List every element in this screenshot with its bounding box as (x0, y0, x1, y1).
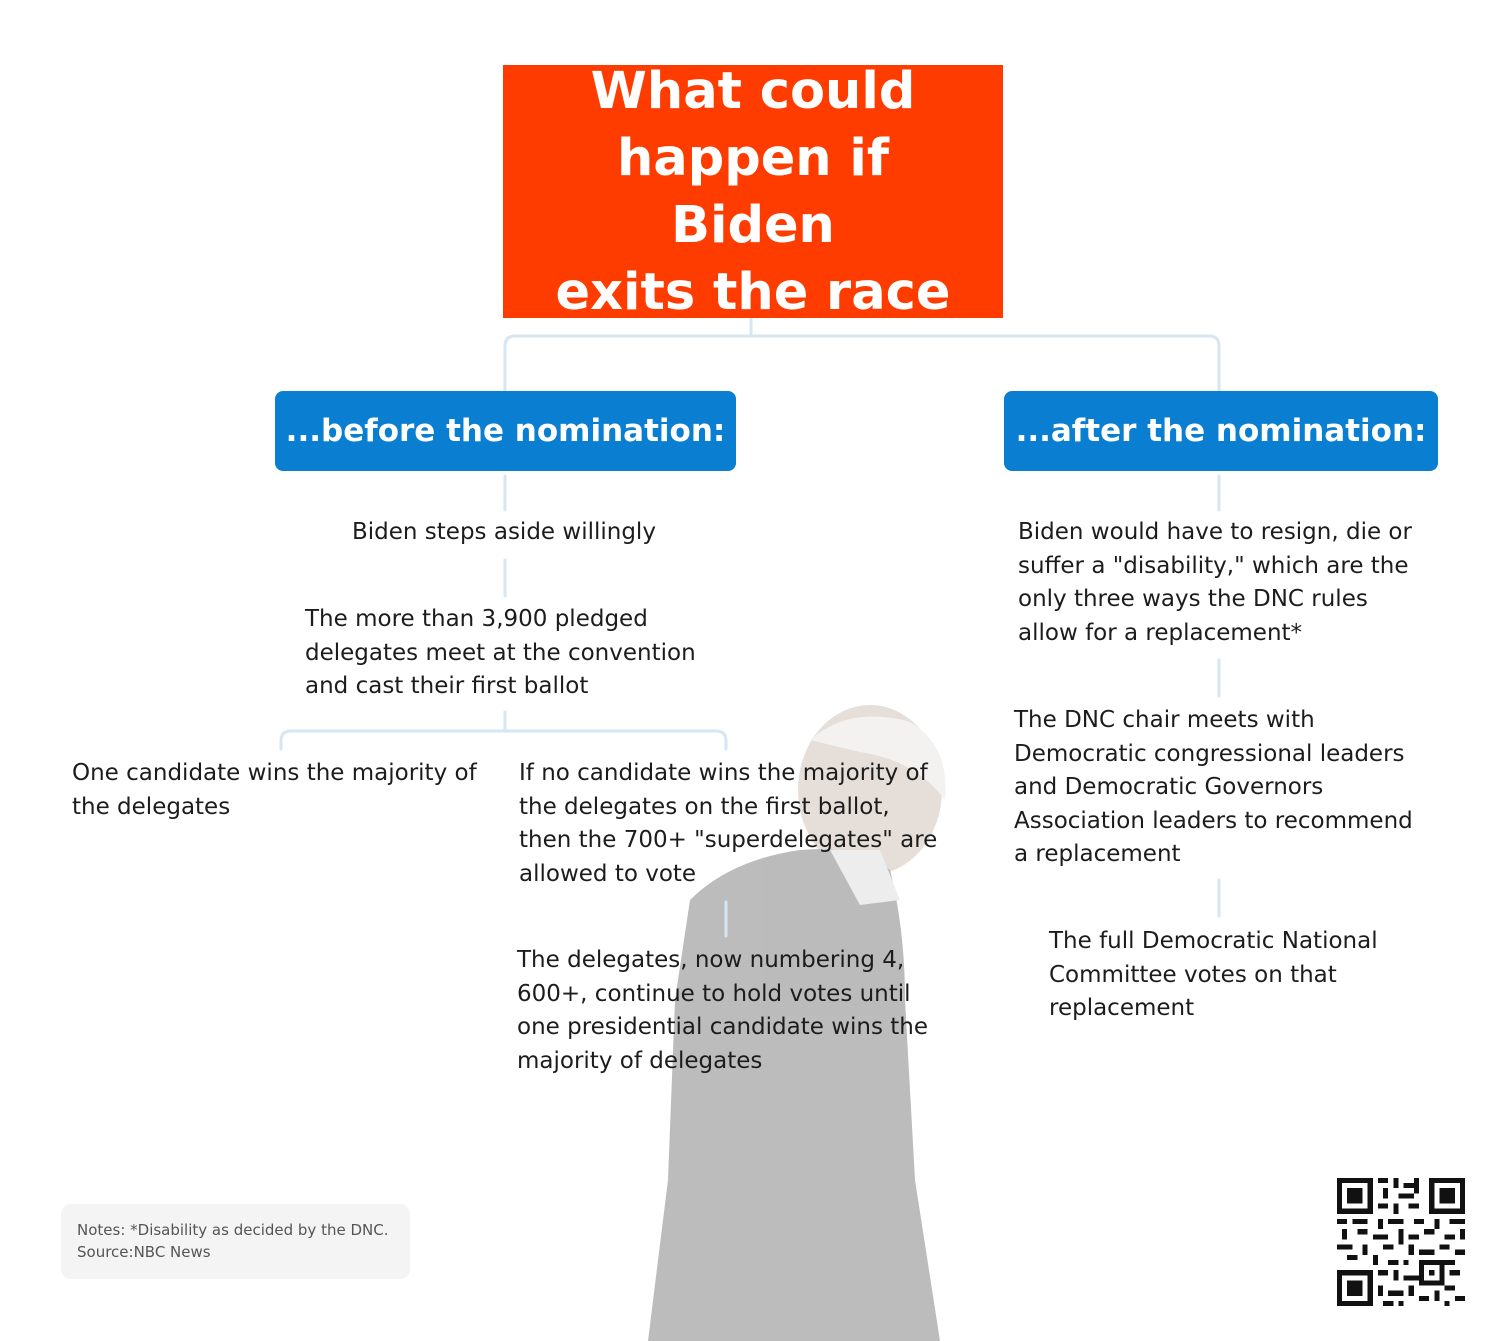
notes-box (61, 1204, 410, 1279)
connector-outcome-bracket (281, 731, 726, 749)
notes-text: Notes: *Disability as decided by the DNC. (77, 1221, 389, 1239)
branch-before-nomination: ...before the nomination: (275, 391, 736, 471)
after-step-resign-die-disability: Biden would have to resign, die or suffer a "disability," which are the only three ways the DNC rules allow for a replacement* (1018, 519, 1412, 646)
source-text: Source:NBC News (77, 1243, 211, 1261)
before-outcome-superdelegates: If no candidate wins the majority of the delegates on the first ballot, then the 700+ "superdelegates" are allowed to vote (519, 760, 938, 887)
before-step-first-ballot: The more than 3,900 pledged delegates meet at the convention and cast their first ballot (305, 606, 696, 700)
before-step-steps-aside: Biden steps aside willingly (352, 519, 656, 545)
branch-after-nomination: ...after the nomination: (1004, 391, 1438, 471)
before-outcome-majority: One candidate wins the majority of the delegates (72, 760, 477, 820)
qr-code (1336, 1178, 1466, 1306)
connector-title-bracket (505, 336, 1219, 391)
after-step-dnc-chair-meets: The DNC chair meets with Democratic congressional leaders and Democratic Governors Association leaders to recommend a replacement (1014, 707, 1413, 868)
after-step-dnc-votes: The full Democratic National Committee votes on that replacement (1049, 928, 1378, 1022)
before-step-continued-votes: The delegates, now numbering 4, 600+, continue to hold votes until one presidential candidate wins the majority of delegates (517, 947, 929, 1074)
title-box (503, 61, 1003, 322)
diagram-title: What could happen if Biden exits the race (555, 61, 951, 322)
